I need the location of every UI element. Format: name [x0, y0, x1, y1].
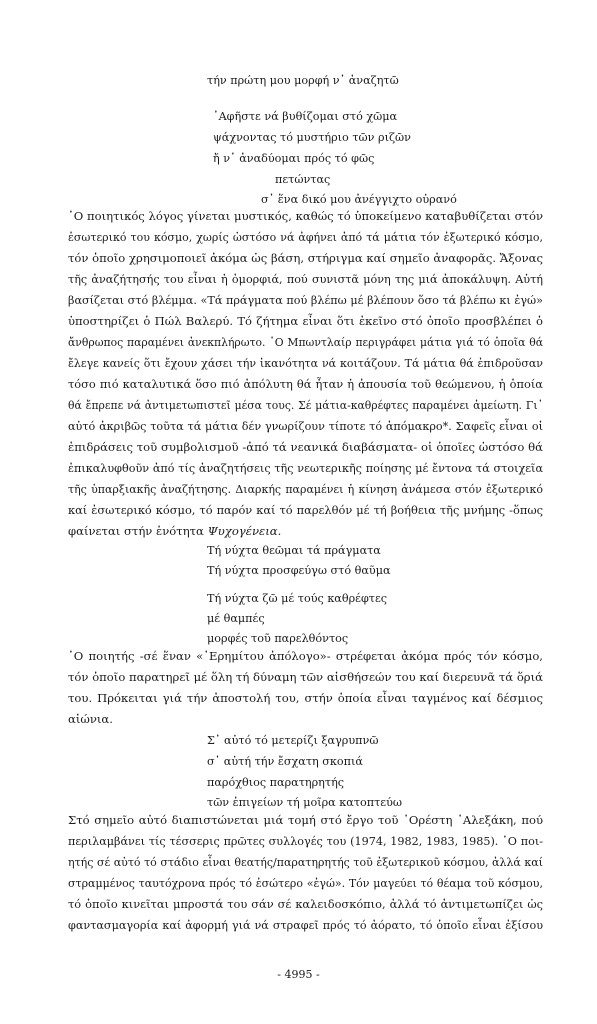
paragraph-line: αὐτό ἀκριβῶς τοῦτα τά μάτια δέν γνωρίζουν τίποτε τό ἀπόμακρο*. Σαφεῖς εἶναι οἱ	[68, 420, 543, 433]
paragraph-text: φαίνεται στήν ἑνότητα	[68, 524, 204, 538]
verse-line: Σ᾽ αὐτό τό μετερίζι ξαγρυπνῶ	[207, 734, 379, 747]
paragraph-line: ητής σέ αὐτό τό στάδιο εἶναι θεατής/παρατηρητής τοῦ ἐξωτερικοῦ κόσμου, ἀλλά καί	[68, 856, 543, 869]
verse-line: παρόχθιος παρατηρητής	[207, 776, 345, 789]
paragraph-line: ὑποστηρίζει ὁ Πώλ Βαλερύ. Τό ζήτημα εἶναι ὅτι ἐκεῖνο στό ὁποῖο προσβλέπει ὁ	[68, 314, 543, 328]
paragraph-line: τό ὁποῖο κινεῖται μπροστά του σάν σέ καλειδοσκόπιο, ἀλλά τό ἀντιμετωπίζει ὡς	[68, 897, 543, 911]
paragraph-line: τῆς ἀναζήτησής του εἶναι ἡ ὀμορφιά, πού συνιστᾶ μόνη της μιά ἀποκάλυψη. Αὐτή	[68, 273, 543, 286]
paragraph-line: θά ἔπρεπε νά ἀντιμετωπιστεῖ μέσα τους. Σέ μάτια-καθρέφτες παραμένει ἀμείωτη. Γι᾽	[68, 399, 543, 412]
verse-line: σ᾽ ἕνα δικό μου ἀνέγγιχτο οὐρανό	[261, 193, 457, 206]
paragraph-line: ἄνθρωπος παραμένει ἀνεκπλήρωτο. ῾Ο Μπωντλαίρ περιγράφει μάτια γιά τό ὁποῖα θά	[68, 336, 543, 349]
verse-line: τήν πρώτη μου μορφή ν᾽ ἀναζητῶ	[207, 74, 399, 87]
verse-line: ἤ ν᾽ ἀναδύομαι πρός τό φῶς	[213, 152, 375, 165]
verse-line: μορφές τοῦ παρελθόντος	[207, 632, 349, 645]
verse-line: σ᾽ αὐτή τήν ἔσχατη σκοπιά	[207, 755, 363, 768]
paragraph-line: ἔλεγε κανείς ὅτι ἔχουν χάσει τήν ἱκανότητα νά κοιτάζουν. Τά μάτια θά ἐπιδροῦσαν	[68, 357, 543, 370]
verse-line: Τή νύχτα προσφεύγω στό θαῦμα	[207, 564, 391, 577]
paragraph-line: τόσο πιό καταλυτικά ὅσο πιό ἀπόλυτη θά ἦταν ἡ ἀπουσία τοῦ θεώμενου, ἡ ὁποία	[68, 377, 543, 391]
verse-line: μέ θαμπές	[207, 612, 265, 625]
verse-line: Τή νύχτα θεῶμαι τά πράγματα	[207, 544, 381, 557]
paragraph-line: βασίζεται στό βλέμμα. «Τά πράγματα πού βλέπω μέ βλέπουν ὅσο τά βλέπω κι ἐγώ»	[68, 294, 543, 307]
paragraph-line: του. Πρόκειται γιά τήν ἀποστολή του, στήν ὁποία εἶναι ταγμένος καί δέσμιος	[68, 691, 543, 705]
verse-line: τῶν ἐπιγείων τή μοῖρα κατοπτεύω	[207, 796, 403, 809]
paragraph-line: τόν ὁποῖο παρατηρεῖ μέ ὅλη τή δύναμη τῶν αἰσθήσεών του καί διερευνᾶ τά ὅριά	[68, 670, 543, 684]
page-number: - 4995 -	[277, 968, 320, 981]
paragraph-line: φαντασμαγορία καί ἀφορμή γιά νά στραφεῖ πρός τό ἀόρατο, τό ὁποῖο εἶναι ἐξίσου	[68, 919, 543, 932]
verse-line: ψάχνοντας τό μυστήριο τῶν ριζῶν	[213, 131, 411, 144]
paragraph-line: ἐπιδράσεις τοῦ συμβολισμοῦ -ἀπό τά νεανικά διαβάσματα- οἱ ὁποῖες ὡστόσο θά	[68, 440, 543, 454]
paragraph-line: ἐπικαλυφθοῦν ἀπό τίς ἀναζητήσεις τῆς νεωτερικῆς ποίησης μέ ἔντονα τά στοιχεῖα	[68, 462, 543, 475]
collection-title: Ψυχογένεια.	[207, 524, 282, 538]
verse-line: ᾽Αφῆστε νά βυθίζομαι στό χῶμα	[213, 110, 398, 123]
paragraph-line: ἐσωτερικό του κόσμο, χωρίς ὡστόσο νά ἀφήνει ἀπό τά μάτια τόν ἐξωτερικό κόσμο,	[68, 231, 543, 244]
verse-line: Τή νύχτα ζῶ μέ τούς καθρέφτες	[207, 592, 388, 605]
paragraph-line: καί ἐσωτερικό κόσμο, τό παρόν καί τό παρελθόν μέ τή βοήθεια τῆς μνήμης -ὅπως	[68, 503, 543, 517]
paragraph-line: τόν ὁποῖο χρησιμοποιεῖ ἀκόμα ὡς βάση, στήριγμα καί σημεῖο ἀναφορᾶς. Ἄξονας	[68, 251, 543, 265]
paragraph-line: στραμμένος ταυτόχρονα πρός τό ἐσώτερο «ἐγώ». Τόν μαγεύει τό θέαμα τοῦ κόσμου,	[68, 877, 543, 890]
paragraph-line: τῆς ὑπαρξιακῆς ἀναζήτησης. Διαρκής παραμένει ἡ κίνηση ἀνάμεσα στόν ἐξωτερικό	[68, 483, 543, 496]
paragraph-line	[68, 521, 543, 542]
paragraph-line: ῾Ο ποιητής -σέ ἕναν «᾽Ερημίτου ἀπόλογο»- στρέφεται ἀκόμα πρός τόν κόσμο,	[68, 649, 543, 663]
paragraph-line: Στό σημεῖο αὐτό διαπιστώνεται μιά τομή στό ἔργο τοῦ ᾽Ορέστη ᾽Αλεξάκη, πού	[68, 813, 543, 827]
verse-line: πετώντας	[275, 173, 331, 186]
paragraph-line: ῾Ο ποιητικός λόγος γίνεται μυστικός, καθώς τό ὑποκείμενο καταβυθίζεται στόν	[68, 209, 543, 223]
paragraph-line: αἰώνια.	[68, 712, 113, 726]
paragraph-line: περιλαμβάνει τίς τέσσερις πρῶτες συλλογές του (1974, 1982, 1983, 1985). ῾Ο ποι-	[68, 835, 543, 848]
